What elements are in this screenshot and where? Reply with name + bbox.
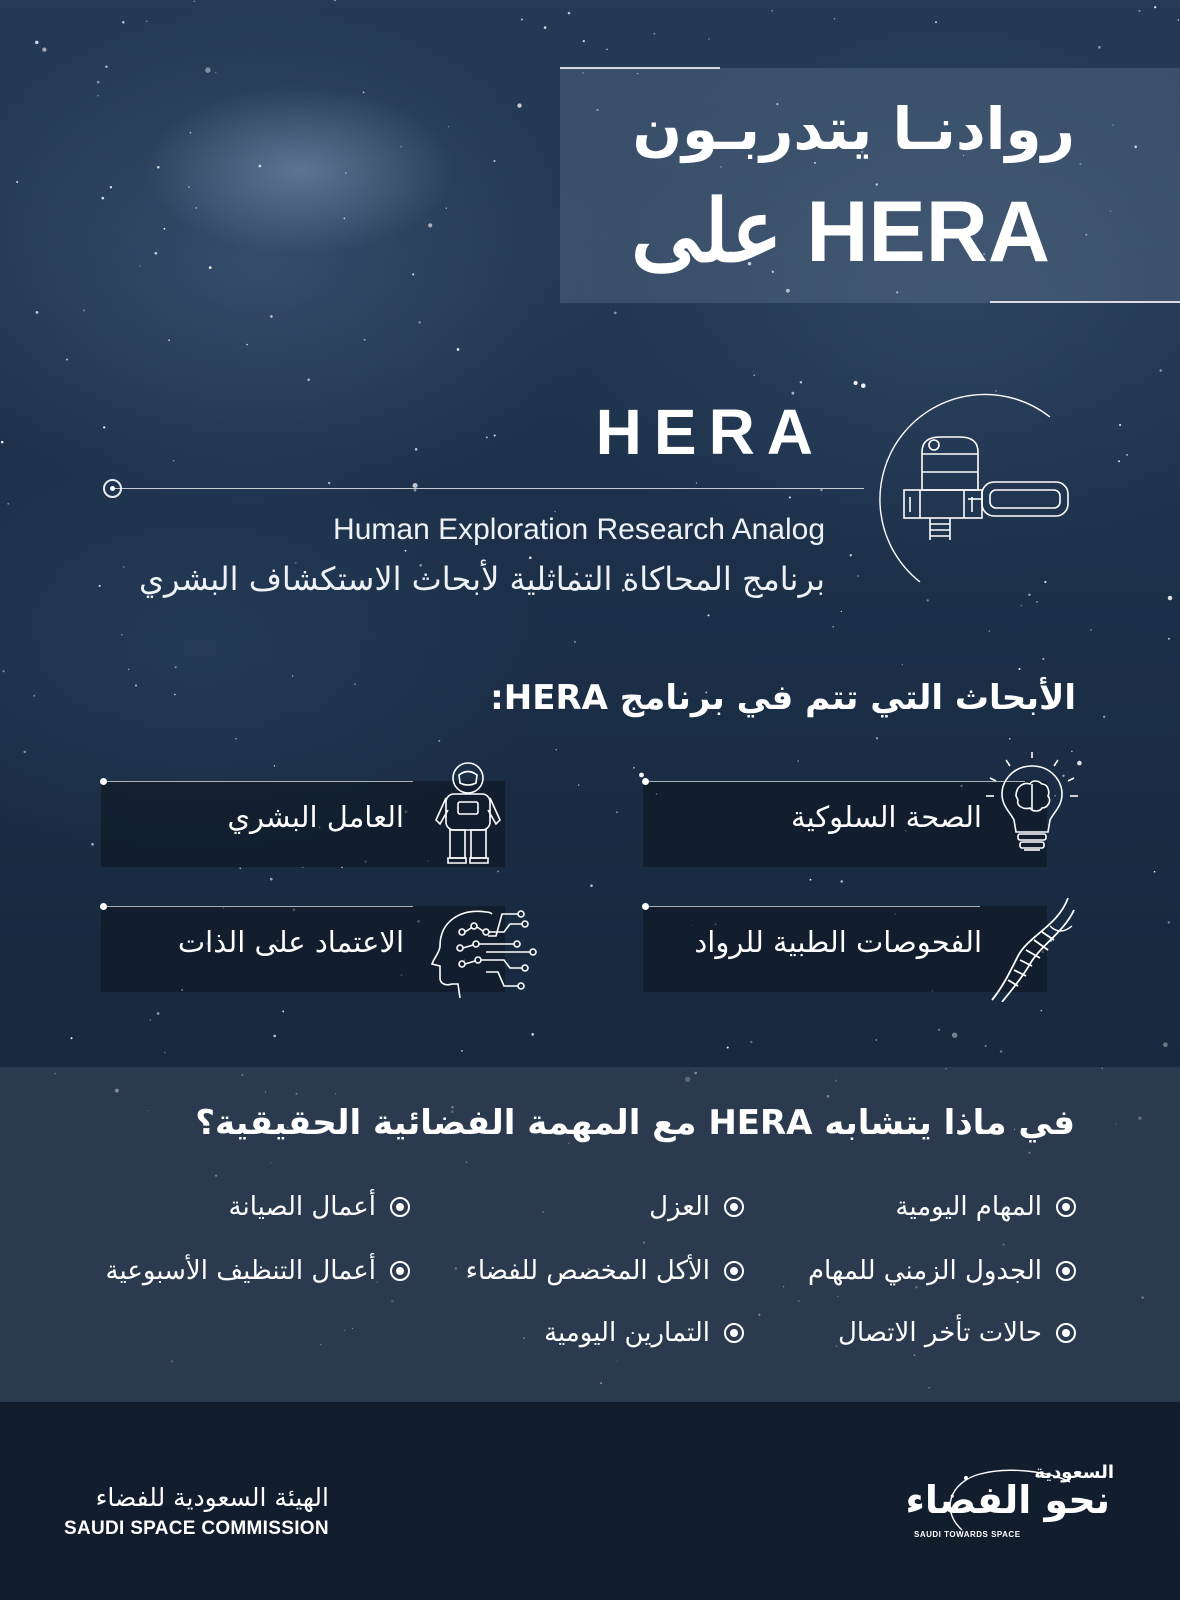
star (614, 312, 617, 315)
star (110, 186, 112, 188)
star (457, 348, 460, 351)
star (205, 67, 211, 73)
star (168, 339, 170, 341)
research-item-label: الاعتماد على الذات (177, 925, 404, 959)
habitat-module-icon (860, 382, 1080, 602)
star (750, 1041, 752, 1043)
dna-icon (988, 896, 1078, 1002)
star (517, 103, 521, 107)
star (194, 1, 195, 2)
star (568, 12, 571, 15)
star (363, 92, 365, 94)
hera-line-endpoint-icon (103, 479, 122, 498)
star (556, 749, 557, 750)
star (1042, 658, 1044, 660)
star (270, 878, 273, 881)
star (83, 309, 85, 311)
star (105, 66, 107, 68)
star (1159, 369, 1161, 371)
star (345, 172, 346, 173)
similarity-item: التمارين اليومية (544, 1318, 744, 1348)
star (1103, 716, 1105, 718)
star (771, 10, 773, 12)
star (590, 884, 593, 887)
star (708, 38, 709, 39)
star (521, 19, 523, 21)
star (239, 867, 241, 869)
title-line-1: روادنـا يتدربـون (632, 95, 1075, 163)
star (334, 0, 336, 1)
star (163, 228, 165, 230)
star (103, 426, 105, 428)
astronaut-icon (432, 758, 504, 866)
star (857, 575, 859, 577)
star (1119, 424, 1121, 426)
title-line-2: على HERA (630, 184, 1050, 280)
title-accent-line-top (560, 67, 720, 69)
star (616, 811, 618, 813)
star (414, 489, 417, 492)
star (190, 132, 192, 134)
star (274, 765, 275, 766)
star (122, 21, 124, 23)
star (175, 666, 177, 668)
research-item-label: الصحة السلوكية (791, 800, 982, 834)
star (35, 41, 39, 45)
star (209, 266, 212, 269)
star (1018, 668, 1020, 670)
card-accent-dot (100, 778, 107, 785)
star (135, 685, 137, 687)
star (446, 207, 448, 209)
star (415, 448, 418, 451)
card-accent-dot (100, 903, 107, 910)
research-heading: الأبحاث التي تتم في برنامج HERA: (490, 678, 1076, 718)
star (16, 181, 18, 183)
star (438, 740, 440, 742)
star (3, 670, 5, 672)
star (1090, 629, 1092, 631)
star (412, 273, 414, 275)
logo-english-text: SAUDI TOWARDS SPACE (914, 1530, 1021, 1539)
star (633, 767, 635, 769)
star (850, 554, 852, 556)
star (820, 489, 822, 491)
star (854, 381, 858, 385)
logo-main-text: نحو الفضاء (905, 1478, 1110, 1522)
bullet-icon (390, 1197, 410, 1217)
star (938, 1029, 940, 1031)
star (418, 321, 420, 323)
hera-divider-line (112, 488, 864, 489)
bullet-icon (724, 1323, 744, 1343)
head-circuit-icon (426, 906, 538, 1002)
star (985, 1045, 987, 1047)
star (574, 641, 576, 643)
star (1118, 460, 1120, 462)
star (101, 197, 104, 200)
star (97, 81, 100, 84)
hera-full-name-en: Human Exploration Research Analog (333, 513, 825, 546)
star (578, 784, 580, 786)
bullet-icon (1056, 1323, 1076, 1343)
star (935, 21, 937, 23)
star (810, 879, 812, 881)
star (7, 503, 9, 505)
star (91, 843, 94, 846)
star (1, 441, 4, 444)
org-name-en: SAUDI SPACE COMMISSION (64, 1518, 329, 1539)
star (174, 694, 176, 696)
star (531, 1033, 534, 1036)
star (99, 585, 101, 587)
hera-full-name-ar: برنامج المحاكاة التماثلية لأبحاث الاستكشاف البشري (138, 560, 825, 598)
star (754, 374, 755, 375)
star (70, 1037, 72, 1039)
star (36, 311, 39, 314)
star (42, 47, 46, 51)
star (173, 460, 175, 462)
star (97, 95, 99, 97)
star (461, 1050, 463, 1052)
star (292, 675, 293, 676)
card-accent-dot (642, 903, 649, 910)
star (727, 1046, 729, 1048)
star (639, 773, 644, 778)
star (554, 511, 555, 512)
org-name-ar: الهيئة السعودية للفضاء (95, 1483, 329, 1512)
saudi-towards-space-logo (900, 1460, 1120, 1550)
hera-name: HERA (595, 396, 825, 468)
star (328, 482, 330, 484)
card-accent-line (645, 906, 980, 907)
star (529, 556, 532, 559)
star (544, 26, 547, 29)
bullet-icon (724, 1261, 744, 1281)
bullet-icon (724, 1197, 744, 1217)
star (448, 126, 450, 128)
similarity-item: الجدول الزمني للمهام (808, 1256, 1076, 1286)
star (876, 737, 878, 739)
logo-small-text: السعودية (1034, 1462, 1114, 1483)
star (195, 207, 197, 209)
card-accent-line (645, 781, 1025, 782)
star (797, 760, 799, 762)
star (128, 669, 129, 670)
star (215, 72, 216, 73)
star (155, 252, 158, 255)
star (270, 315, 273, 318)
star (354, 683, 355, 684)
star (486, 436, 488, 438)
star (188, 186, 190, 188)
bullet-icon (1056, 1197, 1076, 1217)
star (1098, 46, 1101, 49)
star (1168, 596, 1172, 600)
star (840, 880, 842, 882)
star (834, 18, 835, 19)
star (139, 265, 140, 266)
star (66, 358, 68, 360)
research-item-label: العامل البشري (227, 800, 404, 834)
star (494, 434, 496, 436)
similarity-item: المهام اليومية (895, 1192, 1076, 1222)
star (832, 626, 834, 628)
star (24, 751, 27, 754)
star (1154, 871, 1156, 873)
card-accent-line (103, 906, 413, 907)
star (235, 738, 236, 739)
star (428, 223, 432, 227)
similarity-item: الأكل المخصص للفضاء (466, 1256, 744, 1286)
star (1168, 638, 1170, 640)
star (606, 48, 608, 50)
card-accent-line (103, 781, 413, 782)
star (583, 40, 585, 42)
star (654, 33, 656, 35)
star (400, 146, 401, 147)
star (493, 160, 495, 162)
star (876, 1039, 877, 1040)
star (1178, 19, 1180, 21)
research-item-label: الفحوصات الطبية للرواد (694, 925, 982, 959)
star (1126, 454, 1128, 456)
star (1154, 6, 1156, 8)
card-accent-dot (642, 778, 649, 785)
star (146, 21, 147, 22)
star (246, 344, 248, 346)
similarity-item: حالات تأخر الاتصال (838, 1318, 1076, 1348)
bullet-icon (390, 1261, 410, 1281)
star (123, 566, 125, 568)
star (952, 1032, 957, 1037)
star (1040, 1010, 1042, 1012)
star (497, 870, 499, 872)
title-accent-line-bottom (990, 301, 1180, 303)
star (259, 165, 262, 168)
star (157, 1012, 160, 1015)
star (1138, 10, 1140, 12)
star (902, 664, 903, 665)
bullet-icon (1056, 1261, 1076, 1281)
star (282, 1010, 284, 1012)
star (1168, 921, 1170, 923)
star (696, 482, 697, 483)
brain-lightbulb-icon (986, 752, 1078, 860)
star (273, 1035, 276, 1038)
star (121, 634, 122, 635)
similarity-item: أعمال التنظيف الأسبوعية (106, 1256, 410, 1286)
star (307, 378, 310, 381)
star (344, 218, 346, 220)
star (33, 695, 35, 697)
star (405, 550, 407, 552)
star (789, 496, 791, 498)
star (707, 614, 709, 616)
star (157, 166, 160, 169)
star (1009, 738, 1011, 740)
similarity-item: أعمال الصيانة (229, 1192, 410, 1222)
star (988, 630, 990, 632)
star (800, 381, 803, 384)
star (1000, 1050, 1003, 1053)
star (841, 611, 842, 612)
star (1163, 1042, 1168, 1047)
similarity-item: العزل (649, 1192, 744, 1222)
similarities-heading: في ماذا يتشابه HERA مع المهمة الفضائية الحقيقية؟ (195, 1103, 1075, 1143)
star (1021, 605, 1022, 606)
star (164, 1052, 165, 1053)
star (150, 1019, 151, 1020)
star (363, 339, 365, 341)
